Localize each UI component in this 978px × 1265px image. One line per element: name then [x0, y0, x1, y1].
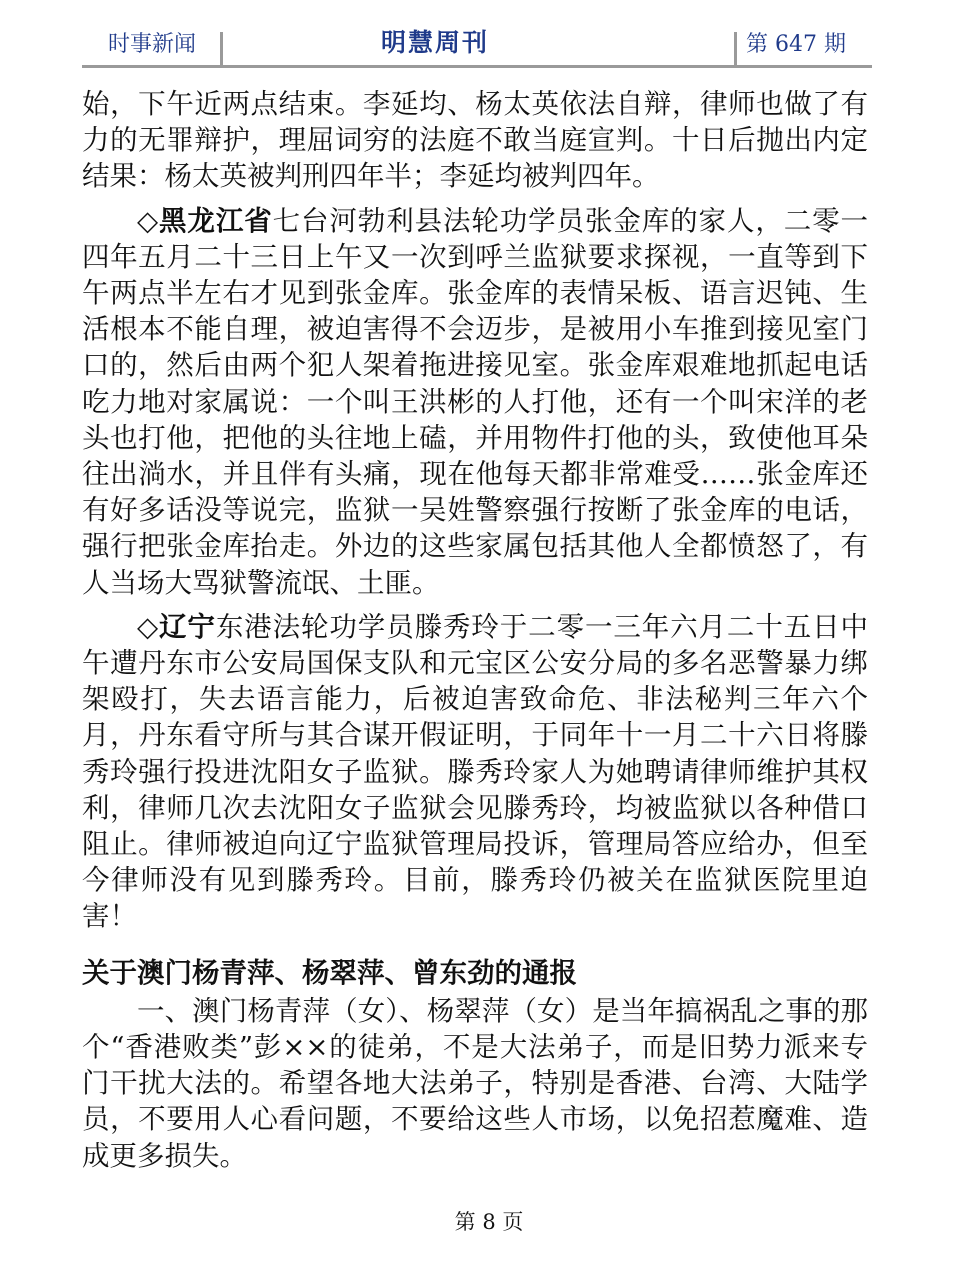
page-header [82, 26, 872, 68]
header-rule [82, 65, 872, 68]
paragraph-text: 东港法轮功学员滕秀玲于二零一三年六月二十五日中午遭丹东市公安局国保支队和元宝区公安分局的多名恶警暴力绑架殴打，失去语言能力，后被迫害致命危、非法秘判三年六个月，丹东看守所与其合谋开假证明，于同年十一月二十六日将滕秀玲强行投进沈阳女子监狱。滕秀玲家人为她聘请律师维护其权利，律师几次去沈阳女子监狱会见滕秀玲，均被监狱以各种借口阻止。律师被迫向辽宁监狱管理局投诉，管理局答应给办，但至今律师没有见到滕秀玲。目前，滕秀玲仍被关在监狱医院里迫害！ [82, 610, 869, 933]
notice-paragraph: 一、澳门杨青萍（女）、杨翠萍（女）是当年搞祸乱之事的那个“香港败类”彭××的徒弟，不是大法弟子，而是旧势力派来专门干扰大法的。希望各地大法弟子，特别是香港、台湾、大陆学员，不要用人心看问题，不要给这些人市场，以免招惹魔难、造成更多损失。 [82, 994, 868, 1172]
notice-heading: 关于澳门杨青萍、杨翠萍、曾东劲的通报 [82, 956, 577, 989]
paragraph-heilongjiang [82, 203, 868, 601]
paragraph-text: 七台河勃利县法轮功学员张金库的家人，二零一四年五月二十三日上午又一次到呼兰监狱要求探视，一直等到下午两点半左右才见到张金库。张金库的表情呆板、语言迟钝、生活根本不能自理，被迫害得不会迈步，是被用小车推到接见室门口的，然后由两个犯人架着拖进接见室。张金库艰难地抓起电话吃力地对家属说：一个叫王洪彬的人打他，还有一个叫宋洋的老头也打他，把他的头往地上磕，并用物件打他的头，致使他耳朵往出淌水，并且伴有头痛，现在他每天都非常难受……张金库还有好多话没等说完，监狱一吴姓警察强行按断了张金库的电话，强行把张金库抬走。外边的这些家属包括其他人全都愤怒了，有人当场大骂狱警流氓、土匪。 [82, 204, 868, 599]
header-divider [220, 32, 223, 65]
issue-number: 第 647 期 [746, 32, 846, 57]
page-number: 第 8 页 [454, 1210, 524, 1234]
paragraph-text: 始，下午近两点结束。李延均、杨太英依法自辩，律师也做了有力的无罪辩护，理屈词穷的法庭不敢当庭宣判。十日后抛出内定结果：杨太英被判刑四年半；李延均被判四年。 [82, 88, 868, 193]
region-lead: ◇黑龙江省 [137, 204, 273, 237]
masthead-title: 明慧周刊 [380, 28, 489, 57]
paragraph-liaoning [82, 609, 868, 935]
article-body [82, 86, 868, 1174]
header-divider [734, 32, 737, 65]
section-label: 时事新闻 [108, 32, 197, 57]
region-lead: ◇辽宁 [137, 610, 216, 643]
paragraph-continued [82, 86, 868, 195]
